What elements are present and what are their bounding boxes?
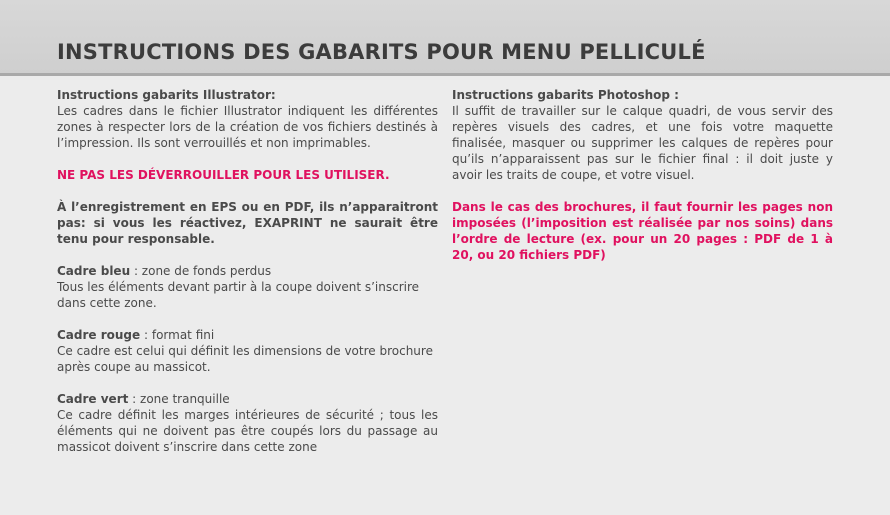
illustrator-column (57, 87, 438, 471)
cadre-bleu-text: Tous les éléments devant partir à la coupe doivent s’inscrire dans cette zone. (57, 280, 420, 310)
cadre-rouge-label: Cadre rouge (57, 328, 141, 342)
eps-note: À l’enregistrement en EPS ou en PDF, ils n’apparaitront pas: si vous les réactivez, EXAPRINT ne saurait être tenu pour responsable. (57, 200, 438, 246)
cadre-rouge-desc: : format fini (140, 328, 215, 342)
cadre-vert-label: Cadre vert (57, 392, 129, 406)
cadre-bleu-section (57, 263, 438, 311)
cadre-vert-section (57, 391, 438, 455)
header-divider (0, 73, 890, 76)
cadre-vert-desc: : zone tranquille (128, 392, 230, 406)
photoshop-text: Il suffit de travailler sur le calque quadri, de vous servir des repères visuels des cadres, et une fois votre maquette finalisée, masquer ou supprimer les calques de repères pour qu’ils n’apparaissent pas sur le fichier final : il doit juste y avoir les traits de coupe, et votre visuel. (452, 104, 833, 182)
brochure-warning: Dans le cas des brochures, il faut fournir les pages non imposées (l’imposition est réalisée par nos soins) dans l’ordre de lecture (ex. pour un 20 pages : PDF de 1 à 20, ou 20 fichiers PDF) (452, 200, 833, 262)
illustrator-section (57, 87, 438, 151)
cadre-rouge-text: Ce cadre est celui qui définit les dimensions de votre brochure après coupe au massicot. (57, 344, 433, 374)
illustrator-heading: Instructions gabarits Illustrator: (57, 88, 276, 102)
photoshop-section (452, 87, 833, 183)
cadre-bleu-desc: : zone de fonds perdus (130, 264, 272, 278)
cadre-rouge-section (57, 327, 438, 375)
cadre-bleu-label: Cadre bleu (57, 264, 131, 278)
photoshop-column (452, 87, 833, 279)
cadre-vert-text: Ce cadre définit les marges intérieures de sécurité ; tous les éléments qui ne doivent pas être coupés lors du passage au massicot doivent s’inscrire dans cette zone (57, 408, 438, 454)
illustrator-text: Les cadres dans le fichier Illustrator indiquent les différentes zones à respecter lors de la création de vos fichiers destinés à l’impression. Ils sont verrouillés et non imprimables. (57, 104, 438, 150)
page-title: INSTRUCTIONS DES GABARITS POUR MENU PELLICULÉ (57, 40, 706, 64)
photoshop-heading: Instructions gabarits Photoshop : (452, 88, 679, 102)
unlock-warning: NE PAS LES DÉVERROUILLER POUR LES UTILISER. (57, 168, 390, 182)
